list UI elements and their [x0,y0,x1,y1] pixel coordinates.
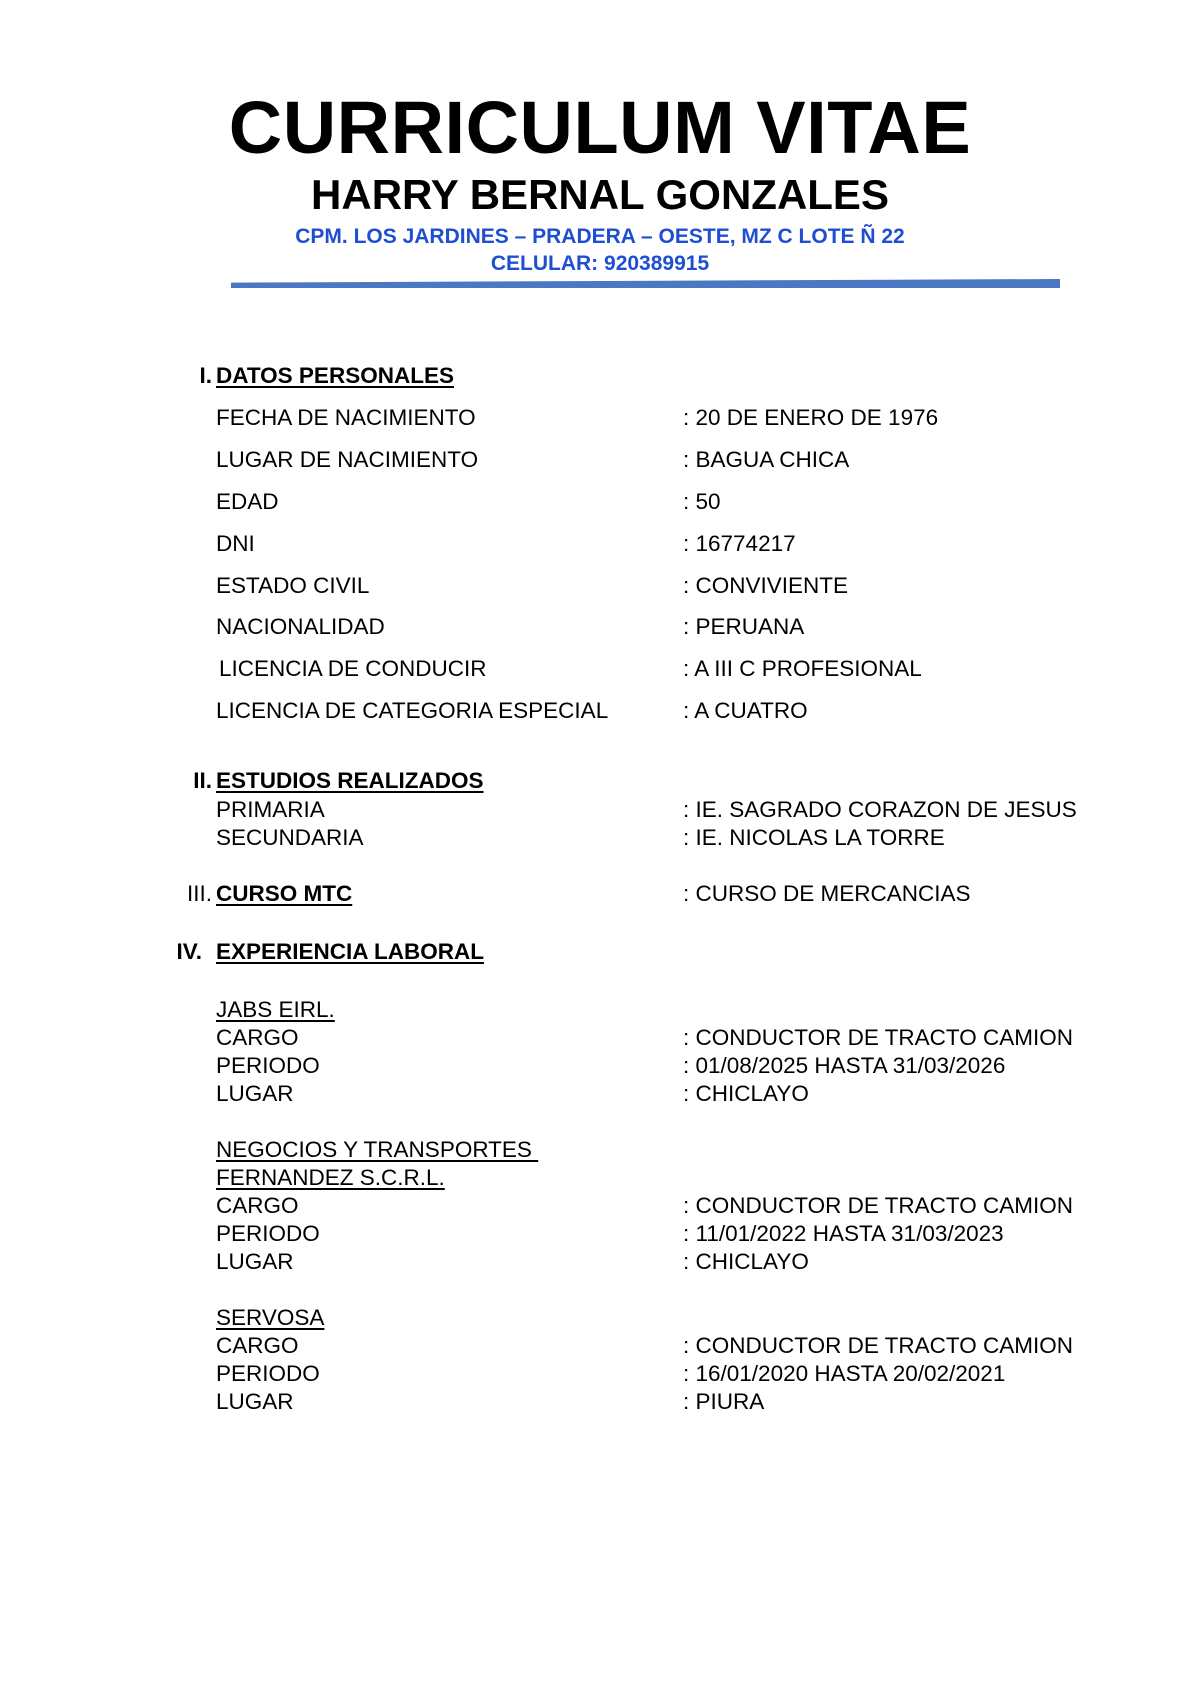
job-value: : CONDUCTOR DE TRACTO CAMION [683,1193,1074,1218]
job-label: CARGO [216,1025,299,1050]
job-value: : 11/01/2022 HASTA 31/03/2023 [683,1221,1004,1246]
candidate-name: HARRY BERNAL GONZALES [311,171,889,218]
personal-value: : PERUANA [683,614,805,639]
job-label: LUGAR [216,1081,294,1106]
personal-value: : A CUATRO [683,698,808,723]
personal-label: LUGAR DE NACIMIENTO [216,447,479,472]
job-value: : 01/08/2025 HASTA 31/03/2026 [683,1053,1006,1078]
job-label: PERIODO [216,1361,320,1386]
job-label: CARGO [216,1333,299,1358]
section-number: II. [193,768,212,793]
section-title: EXPERIENCIA LABORAL [216,939,484,964]
section-experience-heading [176,939,484,965]
job-label: PERIODO [216,1221,320,1246]
job-value: : CONDUCTOR DE TRACTO CAMION [683,1025,1074,1050]
job-label: CARGO [216,1193,299,1218]
personal-label: FECHA DE NACIMIENTO [216,405,476,430]
company-name: JABS EIRL. [216,997,335,1022]
personal-label: NACIONALIDAD [216,614,385,639]
section-number: I. [199,363,212,388]
job-value: : PIURA [683,1389,765,1414]
document-title: CURRICULUM VITAE [228,86,972,169]
job-value: : CONDUCTOR DE TRACTO CAMION [683,1333,1074,1358]
company-name: FERNANDEZ S.C.R.L. [216,1165,445,1190]
company-name: SERVOSA [216,1305,325,1330]
section-number: IV. [176,939,202,964]
job-value: : CHICLAYO [683,1249,809,1274]
studies-value: : IE. NICOLAS LA TORRE [683,825,945,850]
personal-label: EDAD [216,489,279,514]
job-label: LUGAR [216,1249,294,1274]
section-studies-heading [193,768,484,794]
section-personal-heading [199,363,454,389]
personal-value: : CONVIVIENTE [683,573,849,598]
personal-value: : A III C PROFESIONAL [683,656,922,681]
job-value: : 16/01/2020 HASTA 20/02/2021 [683,1361,1006,1386]
phone-line: CELULAR: 920389915 [490,252,710,275]
personal-label: ESTADO CIVIL [216,573,370,598]
job-label: LUGAR [216,1389,294,1414]
personal-value: : 50 [683,489,721,514]
studies-label: PRIMARIA [216,797,325,822]
course-value: : CURSO DE MERCANCIAS [683,881,971,906]
job-label: PERIODO [216,1053,320,1078]
section-title: ESTUDIOS REALIZADOS [216,768,484,793]
company-name: NEGOCIOS Y TRANSPORTES [216,1137,539,1162]
section-title: DATOS PERSONALES [216,363,454,388]
section-course-heading [186,881,353,907]
personal-label: DNI [216,531,255,556]
studies-value: : IE. SAGRADO CORAZON DE JESUS [683,797,1077,822]
address-line: CPM. LOS JARDINES – PRADERA – OESTE, MZ C LOTE Ñ 22 [295,225,905,248]
job-value: : CHICLAYO [683,1081,809,1106]
personal-value: : 20 DE ENERO DE 1976 [683,405,939,430]
header-divider [231,279,1060,288]
studies-label: SECUNDARIA [216,825,364,850]
personal-label: LICENCIA DE CONDUCIR [219,656,487,681]
section-number: III. [186,881,212,906]
section-title: CURSO MTC [216,881,353,906]
personal-label: LICENCIA DE CATEGORIA ESPECIAL [216,698,609,723]
personal-value: : BAGUA CHICA [683,447,850,472]
personal-value: : 16774217 [683,531,796,556]
